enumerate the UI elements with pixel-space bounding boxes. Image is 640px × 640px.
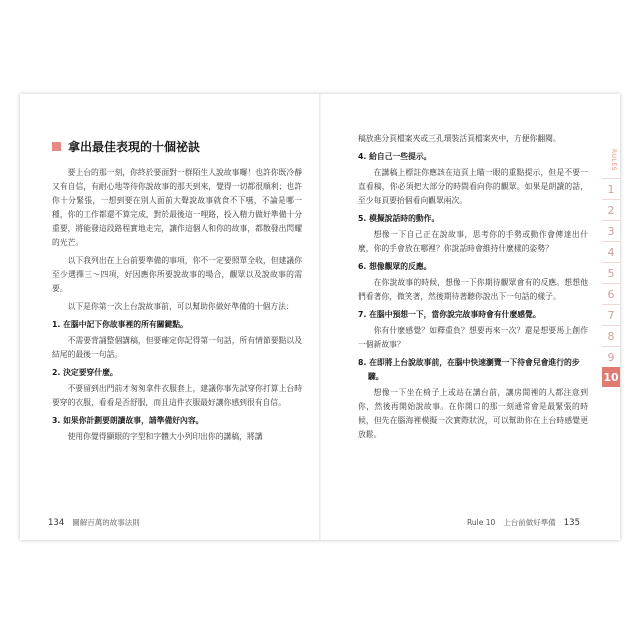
rule-tab: 9 — [602, 346, 620, 367]
right-footer — [467, 517, 580, 528]
tip-text: 使用你覺得顯眼的字型和字體大小列印出你的講稿，將講 — [67, 432, 263, 441]
right-page — [320, 94, 620, 540]
rule-tab: 6 — [602, 283, 620, 304]
tip-title: 3. 如果你計劃要朗讀故事，請準備好內容。 — [52, 416, 204, 425]
heading-text: 拿出最佳表現的十個祕訣 — [68, 140, 201, 154]
page-number: 135 — [563, 517, 580, 528]
tip-title: 5. 模擬說話時的動作。 — [358, 214, 440, 223]
tip-text: 想像一下自己正在說故事，思考你的手勢或動作會傳達出什麼，你的手會放在哪裡？你說話時會維持什麼樣的姿勢？ — [358, 230, 588, 253]
paragraph: 以下我列出在上台前要準備的事項，你不一定要照單全收，但建議你至少選擇三～四項，好因應你所要說故事的場合，觀眾以及說故事的需要。 — [52, 256, 302, 293]
rule-tab-active: 10 — [602, 367, 620, 387]
rule-tab: 8 — [602, 325, 620, 346]
tip-title: 8. 在即將上台說故事前，在腦中快速瀏覽一下待會兒會進行的步驟。 — [358, 358, 580, 381]
book-gutter — [319, 94, 321, 540]
paragraph: 以下是你第一次上台說故事前，可以幫助你做好準備的十個方法： — [67, 302, 294, 311]
tip-text: 在你說故事的時候，想像一下你期待觀眾會有的反應。想想他們看著你，微笑著，然後期待著聽你說出下一句話的樣子。 — [358, 278, 588, 301]
rule-tab: 1 — [602, 178, 620, 199]
paragraph: 要上台的那一刻，你終於要面對一群陌生人說故事囉！也許你既冷靜又有自信，有耐心地等待你說故事的那天到來，覺得一切都很順利；也許你十分緊張，一想到要在別人面前大聲說故事就食不下嚥，不論是哪一種，你的工作都還不算完成，對於最後這一哩路，投入精力做好準備十分重要，將能發這段路程實地走完，讓作這個人和你的故事，都散發出閃耀的光芒。 — [52, 168, 302, 247]
tip-title: 4. 給自己一些提示。 — [358, 152, 432, 161]
right-body — [358, 132, 588, 446]
rule-label: Rule 10 — [467, 518, 496, 527]
chapter-title: 上台前做好準備 — [503, 518, 556, 527]
book-title: 圖解百萬的故事法則 — [72, 518, 140, 527]
tip-text: 在講稿上標註你應該在這頁上瞄一眼的重點提示，但是不要一直看稿，你必須把大部分的時間看向你的觀眾。如果是朗讀的話，至少每頁要抬個看向觀眾兩次。 — [358, 168, 588, 205]
tip-title: 7. 在腦中預想一下，當你說完故事時會有什麼感覺。 — [358, 310, 541, 319]
left-page — [20, 94, 320, 540]
left-body — [52, 166, 302, 448]
section-heading — [52, 138, 200, 155]
tip-text: 想像一下坐在椅子上或站在講台前，讓房間裡的人都注意到你，然後再開始說故事。在你開口的那一刻通常會是最緊張的時候，但先在腦海裡模擬一次實際狀況，可以幫助你在上台時感覺更放鬆。 — [358, 388, 588, 439]
page-number: 134 — [48, 517, 65, 528]
rule-tab: 7 — [602, 304, 620, 325]
tip-text: 不需要背誦整個講稿，但要確定你記得第一句話，所有情節要點以及結尾的最後一句話。 — [52, 336, 302, 359]
tip-title: 1. 在腦中記下你故事裡的所有關鍵點。 — [52, 320, 188, 329]
rule-tab: 5 — [602, 262, 620, 283]
continuation-text: 稿放進分頁檔案夾或三孔環裝活頁檔案夾中，方便你翻閱。 — [358, 134, 561, 143]
tip-title: 6. 想像觀眾的反應。 — [358, 262, 432, 271]
rule-tab: 4 — [602, 241, 620, 262]
rule-tab: 3 — [602, 220, 620, 241]
rules-label: RULES — [610, 148, 617, 171]
tip-text: 你有什麼感覺？如釋重負？想要再來一次？還是想要馬上創作一個新故事？ — [358, 326, 588, 349]
rule-tab: 2 — [602, 199, 620, 220]
tip-text: 不要留到出門前才匆匆拿件衣服套上，建議你事先試穿你打算上台時要穿的衣服，看看是否舒服，而且這件衣服最好讓你感到很有自信。 — [52, 384, 302, 407]
heading-square-icon — [52, 142, 61, 151]
tip-title: 2. 決定要穿什麼。 — [52, 368, 118, 377]
left-footer — [48, 517, 140, 528]
